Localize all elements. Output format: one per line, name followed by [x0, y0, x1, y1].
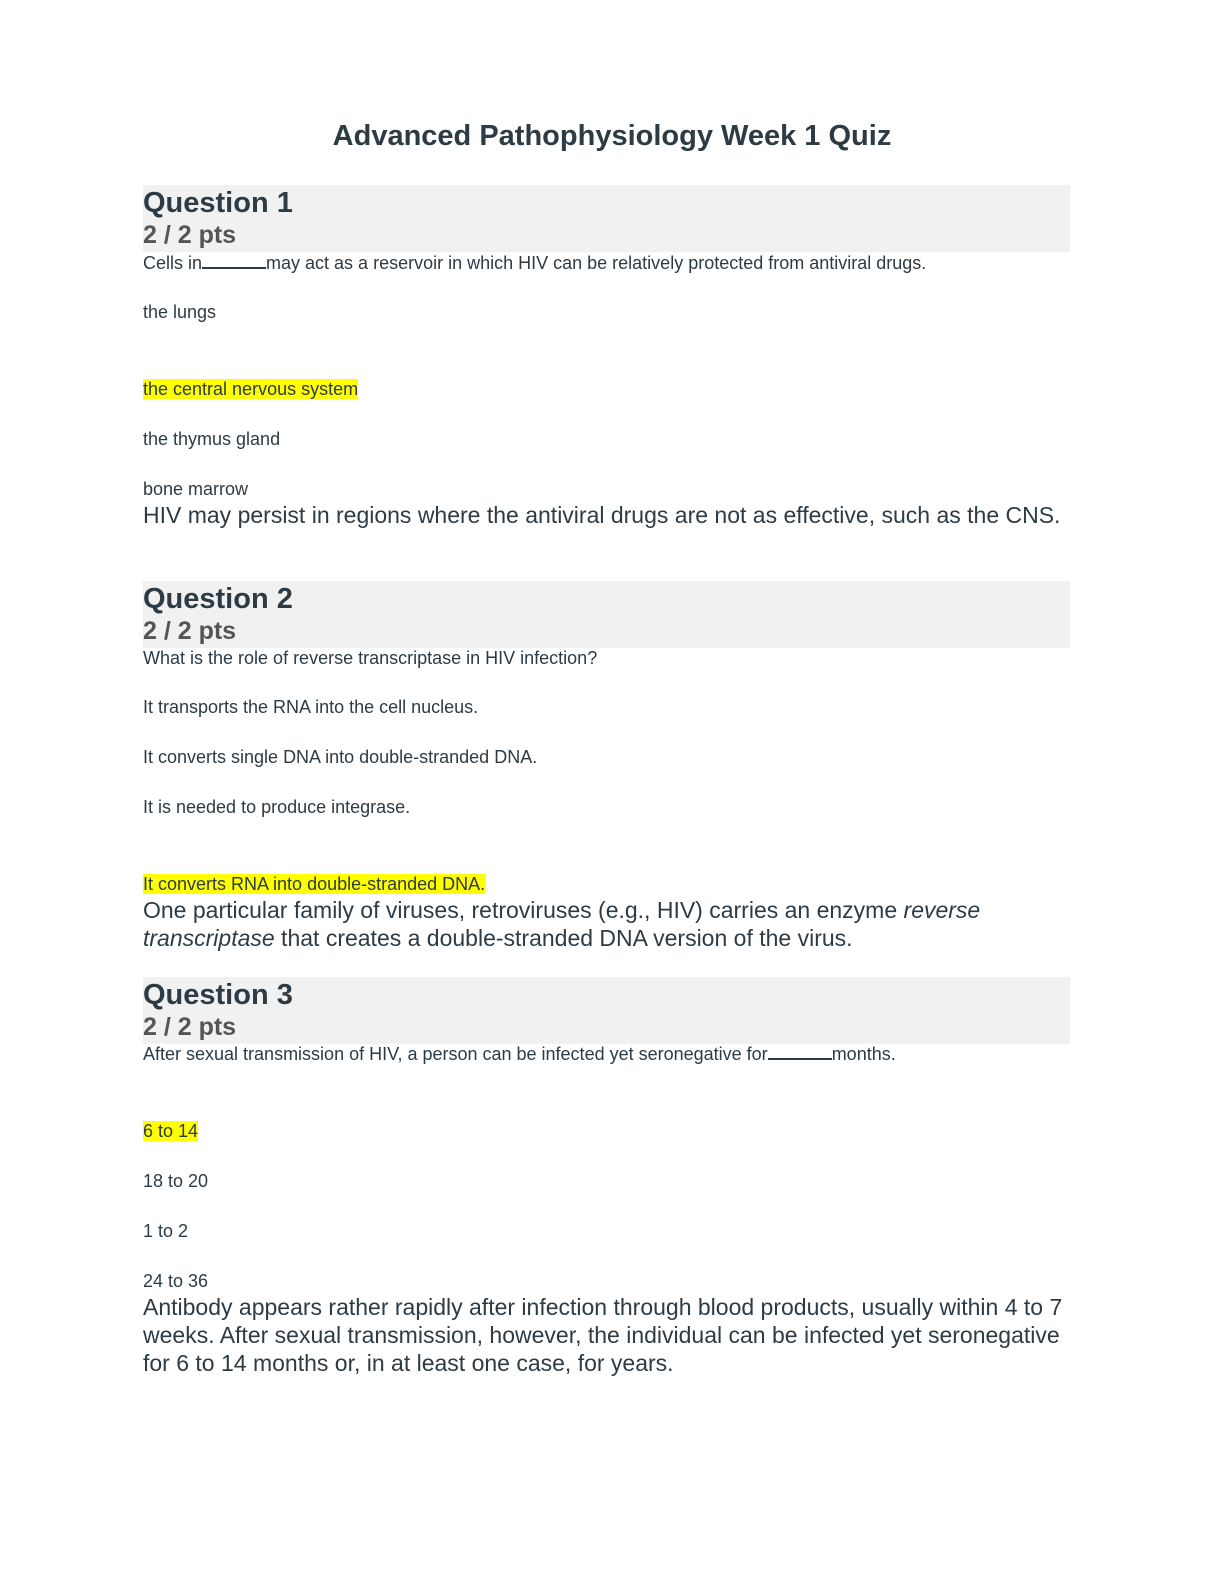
question-1-answer-4[interactable]: bone marrow — [143, 479, 249, 499]
question-2-answer-1[interactable]: It transports the RNA into the cell nucleus. — [143, 697, 479, 717]
question-1-prompt-before: Cells in — [143, 253, 203, 273]
correct-answer-highlight: the central nervous system — [143, 379, 359, 399]
question-1-header — [143, 185, 1070, 252]
question-3-answer-4[interactable]: 24 to 36 — [143, 1271, 209, 1291]
question-2-answer-3[interactable]: It is needed to produce integrase. — [143, 797, 411, 817]
question-3-prompt — [143, 1043, 896, 1065]
question-3-answer-3[interactable]: 1 to 2 — [143, 1221, 189, 1241]
question-1-prompt-after: may act as a reservoir in which HIV can be relatively protected from antiviral drugs. — [266, 253, 927, 273]
question-2-answer-4[interactable] — [143, 873, 485, 895]
question-2-title: Question 2 — [143, 583, 293, 615]
question-1-answer-3[interactable]: the thymus gland — [143, 429, 281, 449]
question-1-explanation: HIV may persist in regions where the antiviral drugs are not as effective, such as the CNS. — [143, 502, 1061, 528]
question-2-points: 2 / 2 pts — [143, 617, 237, 645]
question-3-points: 2 / 2 pts — [143, 1013, 237, 1041]
question-3-header — [143, 977, 1070, 1044]
question-3-answer-1[interactable] — [143, 1120, 198, 1142]
question-3-explanation: Antibody appears rather rapidly after infection through blood products, usually within 4 to 7 weeks. After sexual transmission, however, the individual can be infected yet seronegative for 6 to 14 months or, in at least one case, for years. — [143, 1294, 1063, 1376]
correct-answer-highlight: 6 to 14 — [143, 1121, 199, 1141]
question-1 — [143, 185, 1070, 528]
question-3-prompt-before: After sexual transmission of HIV, a person can be infected yet seronegative for — [143, 1044, 768, 1064]
question-3-prompt-after: months. — [831, 1044, 896, 1064]
question-1-answer-2[interactable] — [143, 378, 358, 400]
question-2-explanation: One particular family of viruses, retroviruses (e.g., HIV) carries an enzyme reverse transcriptase that creates a double-stranded DNA version of the virus. — [143, 897, 981, 951]
question-2-header — [143, 581, 1070, 648]
question-3 — [143, 977, 1070, 1376]
question-2-prompt: What is the role of reverse transcriptase in HIV infection? — [143, 648, 598, 668]
page-title: Advanced Pathophysiology Week 1 Quiz — [332, 120, 892, 152]
question-1-points: 2 / 2 pts — [143, 221, 237, 249]
correct-answer-highlight: It converts RNA into double-stranded DNA. — [143, 874, 486, 894]
question-3-answer-2[interactable]: 18 to 20 — [143, 1171, 209, 1191]
question-2-answer-2[interactable]: It converts single DNA into double-stranded DNA. — [143, 747, 538, 767]
italic-term: reverse transcriptase — [143, 897, 981, 951]
question-1-prompt — [143, 252, 926, 274]
question-1-title: Question 1 — [143, 187, 293, 219]
question-3-title: Question 3 — [143, 979, 293, 1011]
question-1-answer-1[interactable]: the lungs — [143, 302, 217, 322]
question-1-blank — [202, 253, 266, 269]
question-2 — [143, 581, 1070, 951]
question-3-blank — [768, 1044, 832, 1060]
